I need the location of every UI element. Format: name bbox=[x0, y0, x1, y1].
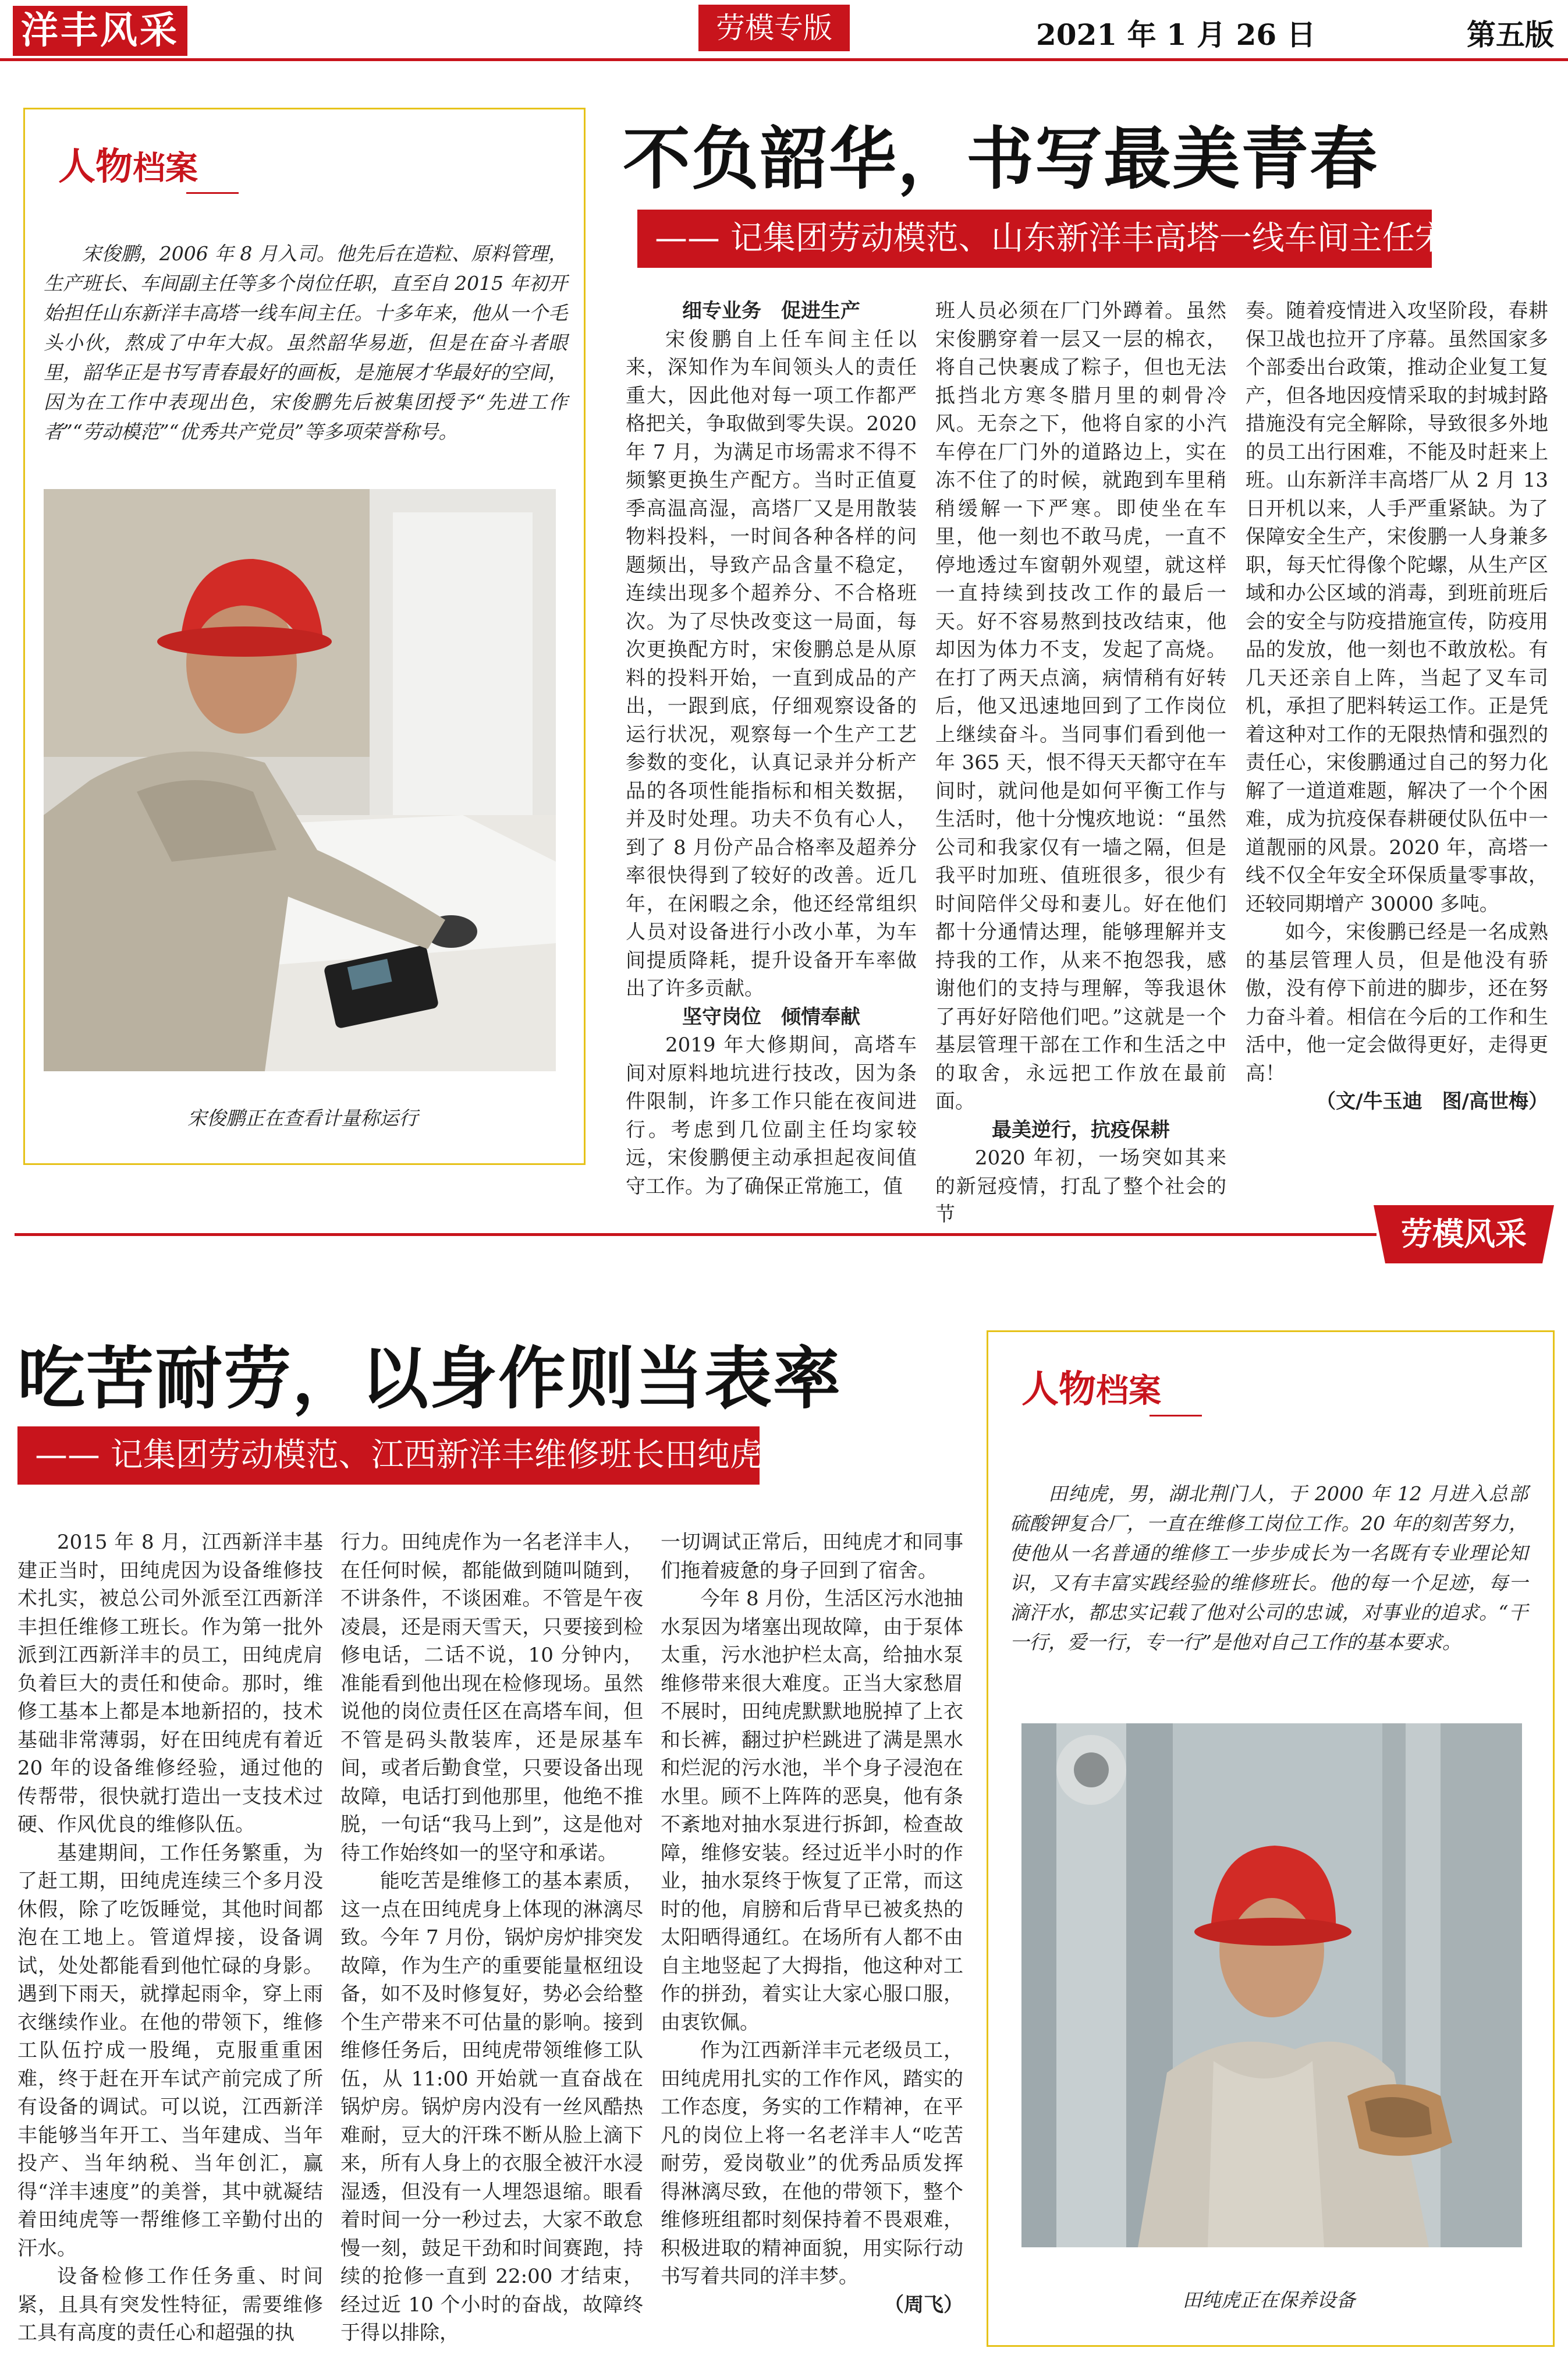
article2-column-2 bbox=[340, 1528, 643, 2343]
section-divider bbox=[15, 1233, 1377, 1236]
profile-title-1 bbox=[58, 137, 198, 190]
profile-title-2-rule bbox=[1150, 1415, 1202, 1417]
issue-date: 2021 年 1 月 26 日 bbox=[1036, 17, 1316, 52]
article1-subheadline: —— 记集团劳动模范、山东新洋丰高塔一线车间主任宋俊鹏 bbox=[637, 210, 1432, 268]
article2-column-1 bbox=[17, 1528, 323, 2343]
article1-column-3 bbox=[1246, 297, 1548, 1170]
article1-paragraph: 2020 年初，一场突如其来的新冠疫情，打乱了整个社会的节 bbox=[935, 1146, 1226, 1226]
section-banner-label: 劳模风采 bbox=[1401, 1216, 1527, 1252]
photo-caption-1: 宋俊鹏正在查看计量称运行 bbox=[187, 1107, 418, 1129]
photo-song-junpeng bbox=[44, 489, 556, 1071]
section-badge: 劳模专版 bbox=[698, 5, 850, 51]
article2-paragraph: 能吃苦是维修工的基本素质，这一点在田纯虎身上体现的淋漓尽致。今年 7 月份，锅炉房炉排突发故障，作为生产的重要能量枢纽设备，如不及时修复好，势必会给整个生产带来不可估量的影响。接到维修任务后，田纯虎带领维修工队伍，从 11:00 开始就一直奋战在锅炉房。锅炉房内没有一丝风酷热难耐，豆大的汗珠不断从脸上滴下来，所有人身上的衣服全被汗水浸湿透，但没有一人埋怨退缩。眼看着时间一分一秒过去，大家不敢怠慢一刻，鼓足干劲和时间赛跑，持续的抢修一直到 22:00 才结束，经过近 10 个小时的奋战，故障终于得以排除， bbox=[340, 1869, 643, 2345]
profile-text-2: 田纯虎，男，湖北荆门人，于 2000 年 12 月进入总部硫酸钾复合厂，一直在维修工岗位工作。20 年的刻苦努力，使他从一名普通的维修工一步步成长为一名既有专业理论知识，又有丰富实践经验的维修班长。他的每一个足迹，每一滴汗水，都忠实记载了他对公司的忠诚，对事业的追求。“干一行，爱一行，专一行”是他对自己工作的基本要求。 bbox=[1010, 1482, 1528, 1653]
profile-title-2 bbox=[1021, 1359, 1161, 1413]
article2-column-3 bbox=[661, 1528, 963, 2343]
article1-paragraph: 班人员必须在厂门外蹲着。虽然宋俊鹏穿着一层又一层的棉衣，将自己快裹成了粽子，但也无法抵挡北方寒冬腊月里的刺骨冷风。无奈之下，他将自家的小汽车停在厂门外的道路边上，实在冻不住了的时候，就跑到车里稍稍缓解一下严寒。即使坐在车里，他一刻也不敢马虎，一直不停地透过车窗朝外观望，就这样一直持续到技改工作的最后一天。好不容易熬到技改结束，他却因为体力不支，发起了高烧。在打了两天点滴，病情稍有好转后，他又迅速地回到了工作岗位上继续奋斗。当同事们看到他一年 365 天，恨不得天天都守在车间时，就问他是如何平衡工作与生活时，他十分愧疚地说：“虽然公司和我家仅有一墙之隔，但是我平时加班、值班很多，很少有时间陪伴父母和妻儿。好在他们都十分通情达理，能够理解并支持我的工作，从来不抱怨我，感谢他们的支持与理解，等我退休了再好好陪他们吧。”这就是一个基层管理干部在工作和生活之中的取舍，永远把工作放在最前面。 bbox=[935, 299, 1226, 1113]
article1-subhead-1: 细专业务 促进生产 bbox=[682, 299, 860, 323]
article2-paragraph: 一切调试正常后，田纯虎才和同事们拖着疲惫的身子回到了宿舍。 bbox=[661, 1531, 963, 1582]
article2-credit: （周飞） bbox=[884, 2293, 963, 2317]
article1-subhead-2: 坚守岗位 倾情奉献 bbox=[682, 1005, 860, 1029]
article1-headline: 不负韶华，书写最美青春 bbox=[623, 119, 1378, 199]
profile-text-1: 宋俊鹏，2006 年 8 月入司。他先后在造粒、原料管理，生产班长、车间副主任等多个岗位任职，直至自 2015 年初开始担任山东新洋丰高塔一线车间主任。十多年来，他从一个毛头小伙，熬成了中年大叔。虽然韶华易逝，但是在奋斗者眼里，韶华正是书写青春最好的画板，是施展才华最好的空间，因为在工作中表现出色，宋俊鹏先后被集团授予“先进工作者”“劳动模范”“优秀共产党员”等多项荣誉称号。 bbox=[44, 242, 567, 443]
profile-title-1-rule bbox=[186, 192, 239, 194]
section-banner bbox=[1374, 1205, 1554, 1263]
photo-tian-chunhu bbox=[1021, 1723, 1522, 2247]
article2-headline: 吃苦耐劳，以身作则当表率 bbox=[17, 1339, 842, 1418]
article1-paragraph: 奏。随着疫情进入攻坚阶段，春耕保卫战也拉开了序幕。虽然国家多个部委出台政策，推动企业复工复产，但各地因疫情采取的封城封路措施没有完全解除，导致很多外地的员工出行困难，不能及时赶来上班。山东新洋丰高塔厂从 2 月 13 日开机以来，人手严重紧缺。为了保障安全生产，宋俊鹏一人身兼多职，每天忙得像个陀螺，从生产区域和办公区域的消毒，到班前班后会的安全与防疫措施宣传，防疫用品的发放，他一刻也不敢放松。有几天还亲自上阵，当起了叉车司机，承担了肥料转运工作。正是凭着这种对工作的无限热情和强烈的责任心，宋俊鹏通过自己的努力化解了一道道难题，解决了一个个困难，成为抗疫保春耕硬仗队伍中一道靓丽的风景。2020 年，高塔一线不仅全年安全环保质量零事故，还较同期增产 30000 多吨。 bbox=[1246, 299, 1548, 916]
article1-paragraph: 2019 年大修期间，高塔车间对原料地坑进行技改，因为条件限制，许多工作只能在夜间进行。考虑到几位副主任均家较远，宋俊鹏便主动承担起夜间值守工作。为了确保正常施工，值 bbox=[626, 1033, 917, 1198]
article2-paragraph: 2015 年 8 月，江西新洋丰基建正当时，田纯虎因为设备维修技术扎实，被总公司外派至江西新洋丰担任维修工班长。作为第一批外派到江西新洋丰的员工，田纯虎肩负着巨大的责任和使命。那时，维修工基本上都是本地新招的，技术基础非常薄弱，好在田纯虎有着近 20 年的设备维修经验，通过他的传帮带，很快就打造出一支技术过硬、作风优良的维修队伍。 bbox=[17, 1531, 323, 1836]
edition-label: 第五版 bbox=[1467, 17, 1554, 52]
article2-subheadline: —— 记集团劳动模范、江西新洋丰维修班长田纯虎 bbox=[17, 1426, 760, 1485]
article1-paragraph: 宋俊鹏自上任车间主任以来，深知作为车间领头人的责任重大，因此他对每一项工作都严格把关，争取做到零失误。2020 年 7 月，为满足市场需求不得不频繁更换生产配方。当时正值夏季高温高湿，高塔厂又是用散装物料投料，一时间各种各样的问题频出，导致产品含量不稳定，连续出现多个超养分、不合格班次。为了尽快改变这一局面，每次更换配方时，宋俊鹏总是从原料的投料开始，一直到成品的产出，一跟到底，仔细观察设备的运行状况，观察每一个生产工艺参数的变化，认真记录并分析产品的各项性能指标和相关数据，并及时处理。功夫不负有心人，到了 8 月份产品合格率及超养分率很快得到了较好的改善。近几年，在闲暇之余，他还经常组织人员对设备进行小改小革，为车间提质降耗，提升设备开车率做出了许多贡献。 bbox=[626, 327, 917, 1000]
profile-title-1-a: 人物 bbox=[58, 146, 133, 189]
article1-paragraph: 如今，宋俊鹏已经是一名成熟的基层管理人员，但是他没有骄傲，没有停下前进的脚步，还在努力奋斗着。相信在今后的工作和生活中，他一定会做得更好，走得更高！ bbox=[1246, 920, 1548, 1085]
article2-paragraph: 设备检修工作任务重、时间紧，且具有突发性特征，需要维修工具有高度的责任心和超强的执 bbox=[17, 2265, 323, 2345]
article2-paragraph: 今年 8 月份，生活区污水池抽水泵因为堵塞出现故障，由于泵体太重，污水池护栏太高，给抽水泵维修带来很大难度。正当大家愁眉不展时，田纯虎默默地脱掉了上衣和长裤，翻过护栏跳进了满是黑水和烂泥的污水池，半个身子浸泡在水里。顾不上阵阵的恶臭，他有条不紊地对抽水泵进行拆卸，检查故障，维修安装。经过近半小时的作业，抽水泵终于恢复了正常，而这时的他，肩膀和后背早已被炙热的太阳晒得通红。在场所有人都不由自主地竖起了大拇指，他这种对工作的拼劲，着实让大家心服口服，由衷钦佩。 bbox=[661, 1587, 963, 2034]
article2-paragraph: 基建期间，工作任务繁重，为了赶工期，田纯虎连续三个多月没休假，除了吃饭睡觉，其他时间都泡在工地上。管道焊接，设备调试，处处都能看到他忙碌的身影。遇到下雨天，就撑起雨伞，穿上雨衣继续作业。在他的带领下，维修工队伍拧成一股绳，克服重重困难，终于赶在开车试产前完成了所有设备的调试。可以说，江西新洋丰能够当年开工、当年建成、当年投产、当年纳税、当年创汇，赢得“洋丰速度”的美誉，其中就凝结着田纯虎等一帮维修工辛勤付出的汗水。 bbox=[17, 1841, 323, 2260]
newspaper-logo: 洋丰风采 bbox=[13, 6, 187, 56]
article2-paragraph: 行力。田纯虎作为一名老洋丰人，在任何时候，都能做到随叫随到，不讲条件，不谈困难。不管是午夜凌晨，还是雨天雪天，只要接到检修电话，二话不说，10 分钟内，准能看到他出现在检修现场。虽然说他的岗位责任区在高塔车间，但不管是码头散装库，还是尿基车间，或者后勤食堂，只要设备出现故障，电话打到他那里，他绝不推脱，一句话“我马上到”，这是他对待工作始终如一的坚守和承诺。 bbox=[340, 1531, 643, 1865]
article1-credit: （文/牛玉迪 图/高世梅） bbox=[1316, 1090, 1548, 1113]
photo-caption-2: 田纯虎正在保养设备 bbox=[1182, 2289, 1356, 2311]
article2-paragraph: 作为江西新洋丰元老级员工，田纯虎用扎实的工作作风，踏实的工作态度，务实的工作精神，在平凡的岗位上将一名老洋丰人“吃苦耐劳，爱岗敬业”的优秀品质发挥得淋漓尽致，在他的带领下，整个维修班组都时刻保持着不畏艰难，积极进取的精神面貌，用实际行动书写着共同的洋丰梦。 bbox=[661, 2039, 963, 2288]
profile-title-2-b: 档案 bbox=[1096, 1372, 1161, 1410]
profile-title-2-a: 人物 bbox=[1021, 1368, 1096, 1411]
article1-subhead-3: 最美逆行，抗疫保耕 bbox=[992, 1118, 1170, 1142]
article1-column-1 bbox=[626, 297, 917, 1198]
article1-column-2 bbox=[935, 297, 1226, 1226]
masthead-rule bbox=[0, 58, 1568, 61]
profile-title-1-b: 档案 bbox=[133, 150, 198, 187]
